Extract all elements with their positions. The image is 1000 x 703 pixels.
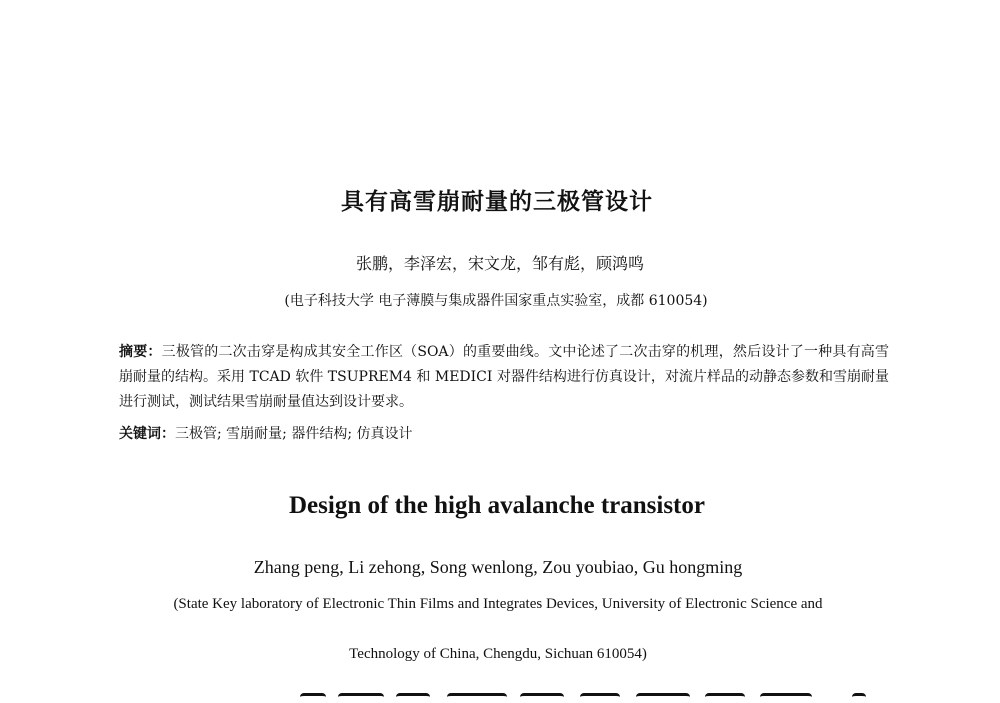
keywords-text: 三极管; 雪崩耐量; 器件结构; 仿真设计 — [175, 426, 413, 442]
chinese-keywords — [119, 423, 889, 445]
cropped-glyph — [338, 693, 384, 703]
cropped-glyph — [636, 693, 690, 703]
cropped-text-line — [0, 693, 1000, 703]
cropped-glyph — [852, 693, 866, 703]
cropped-glyph — [760, 693, 812, 703]
english-title: Design of the high avalanche transistor — [289, 492, 705, 519]
cropped-glyph — [580, 693, 620, 703]
chinese-title: 具有高雪崩耐量的三极管设计 — [341, 188, 653, 215]
english-affiliation-line-2: Technology of China, Chengdu, Sichuan 610054) — [349, 646, 647, 662]
abstract-text: 三极管的二次击穿是构成其安全工作区（SOA）的重要曲线。文中论述了二次击穿的机理，然后设计了一种具有高雪崩耐量的结构。采用 TCAD 软件 TSUPREM4 和 MEDICI 对器件结构进行仿真设计，对流片样品的动静态参数和雪崩耐量进行测试，测试结果雪崩耐量值达到设计要求。 — [119, 344, 889, 410]
english-affiliation-line-1: (State Key laboratory of Electronic Thin Films and Integrates Devices, University of Electronic Science and — [173, 596, 823, 612]
cropped-glyph — [396, 693, 430, 703]
abstract-label: 摘要： — [119, 344, 162, 360]
keywords-label: 关键词： — [119, 426, 175, 442]
cropped-glyph — [447, 693, 507, 703]
cropped-glyph — [520, 693, 564, 703]
cropped-glyph — [705, 693, 745, 703]
english-authors: Zhang peng, Li zehong, Song wenlong, Zou youbiao, Gu hongming — [253, 557, 743, 577]
chinese-authors: 张鹏，李泽宏，宋文龙，邹有彪，顾鸿鸣 — [355, 254, 644, 273]
cropped-glyph — [300, 693, 326, 703]
chinese-abstract — [119, 340, 889, 415]
chinese-affiliation: (电子科技大学 电子薄膜与集成器件国家重点实验室，成都 610054) — [284, 293, 708, 309]
